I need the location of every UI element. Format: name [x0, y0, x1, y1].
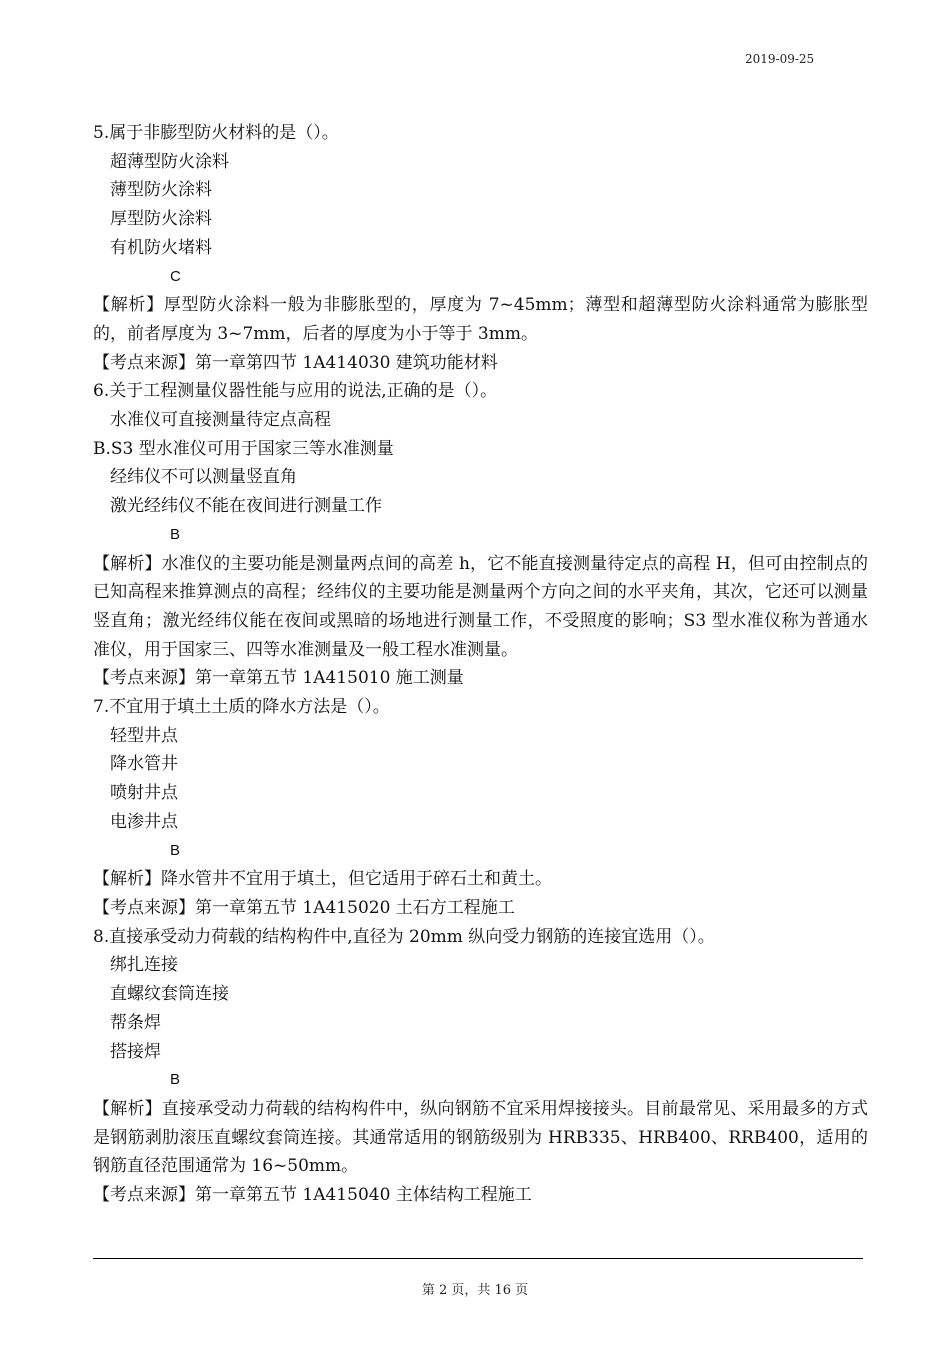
question-stem: 7.不宜用于填土土质的降水方法是（）。 — [93, 697, 390, 718]
answer: B — [170, 525, 181, 543]
source: 【考点来源】第一章第五节 1A415010 施工测量 — [93, 668, 464, 689]
source: 【考点来源】第一章第五节 1A415040 主体结构工程施工 — [93, 1185, 532, 1206]
option-a: 水准仪可直接测量待定点高程 — [110, 410, 331, 431]
option-a: 轻型井点 — [110, 725, 178, 746]
analysis: 【解析】厚型防火涂料一般为非膨胀型的，厚度为 7~45mm；薄型和超薄型防火涂料通常为膨胀型的，前者厚度为 3~7mm，后者的厚度为小于等于 3mm。 — [93, 295, 868, 344]
question-stem: 6.关于工程测量仪器性能与应用的说法,正确的是（）。 — [93, 381, 498, 402]
option-a: 绑扎连接 — [110, 955, 178, 976]
option-c: 经纬仪不可以测量竖直角 — [110, 467, 297, 488]
question-5 — [93, 119, 868, 377]
option-c: 帮条焊 — [110, 1012, 161, 1033]
option-b: 薄型防火涂料 — [110, 180, 212, 201]
footer-rule — [93, 1258, 863, 1259]
source: 【考点来源】第一章第五节 1A415020 土石方工程施工 — [93, 897, 515, 918]
option-d: 有机防火堵料 — [110, 237, 212, 258]
question-7 — [93, 693, 868, 923]
answer: B — [170, 1071, 181, 1089]
source: 【考点来源】第一章第四节 1A414030 建筑功能材料 — [93, 352, 498, 373]
question-6 — [93, 377, 868, 693]
option-d: 搭接焊 — [110, 1041, 161, 1062]
question-stem: 5.属于非膨型防火材料的是（）。 — [93, 123, 339, 143]
option-c: 厚型防火涂料 — [110, 209, 212, 230]
option-d: 激光经纬仪不能在夜间进行测量工作 — [110, 496, 382, 517]
option-b: 直螺纹套筒连接 — [110, 984, 229, 1005]
option-d: 电渗井点 — [110, 811, 178, 832]
question-8 — [93, 923, 868, 1210]
option-c: 喷射井点 — [110, 783, 178, 804]
answer: C — [170, 267, 181, 285]
document-content — [93, 119, 868, 1210]
page-number: 第 2 页，共 16 页 — [421, 1283, 529, 1298]
analysis: 【解析】降水管井不宜用于填土，但它适用于碎石土和黄土。 — [93, 869, 552, 890]
header-date: 2019-09-25 — [745, 52, 815, 66]
question-stem: 8.直接承受动力荷载的结构构件中,直径为 20mm 纵向受力钢筋的连接宜选用（）。 — [93, 926, 715, 947]
option-b: 降水管井 — [110, 754, 178, 775]
analysis: 【解析】直接承受动力荷载的结构构件中，纵向钢筋不宜采用焊接接头。目前最常见、采用最多的方式是钢筋剥肋滚压直螺纹套筒连接。其通常适用的钢筋级别为 HRB335、HRB400、RRB400，适用的钢筋直径范围通常为 16~50mm。 — [93, 1098, 868, 1177]
option-b: B.S3 型水准仪可用于国家三等水准测量 — [93, 438, 394, 459]
option-a: 超薄型防火涂料 — [110, 151, 229, 172]
answer: B — [170, 841, 181, 859]
analysis: 【解析】水准仪的主要功能是测量两点间的高差 h，它不能直接测量待定点的高程 H，但可由控制点的已知高程来推算测点的高程；经纬仪的主要功能是测量两个方向之间的水平夹角，其次，它还可以测量竖直角；激光经纬仪能在夜间或黑暗的场地进行测量工作，不受照度的影响；S3 型水准仪称为普通水准仪，用于国家三、四等水准测量及一般工程水准测量。 — [93, 553, 868, 660]
